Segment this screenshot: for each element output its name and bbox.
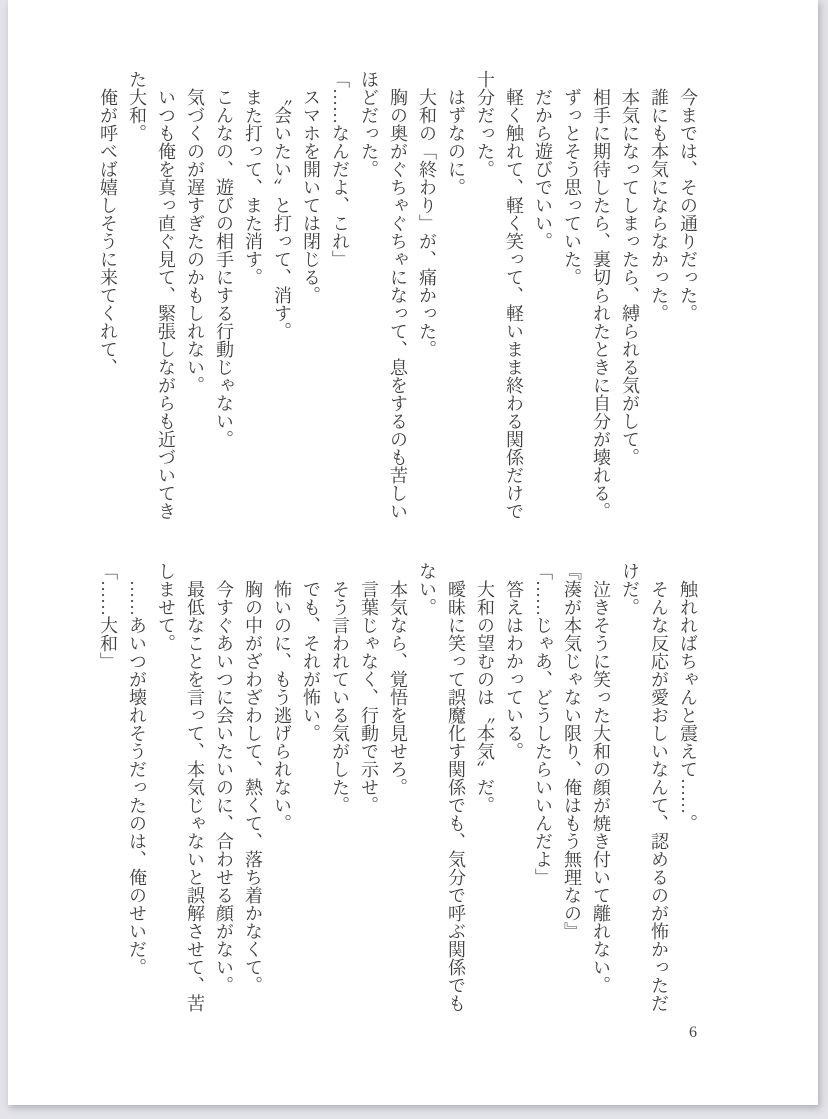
text-line: 「……じゃあ、どうしたらいいんだよ」 (533, 562, 553, 886)
text-line: ほどだった。 (359, 70, 379, 178)
text-line: 『湊が本気じゃない限り、俺はもう無理なの』 (562, 562, 582, 940)
text-line: また打って、また消す。 (243, 88, 263, 286)
upper-text-block (93, 70, 702, 542)
text-line: 俺が呼べば嬉しそうに来てくれて、 (98, 88, 118, 376)
text-line: そんな反応が愛おしいなんて、認めるのが怖かっただ (649, 580, 669, 1012)
text-line: 曖昧に笑って誤魔化す関係でも、気分で呼ぶ関係でも (446, 580, 466, 1012)
text-line: 胸の奥がぐちゃぐちゃになって、息をするのも苦しい (388, 88, 408, 520)
text-line: スマホを開いては閉じる。 (301, 88, 321, 304)
text-line: 相手に期待したら、裏切られたときに自分が壊れる。 (591, 88, 611, 520)
text-line: 泣きそうに笑った大和の顔が焼き付いて離れない。 (591, 580, 611, 994)
text-line: 今すぐあいつに会いたいのに、合わせる顔がない。 (214, 580, 234, 994)
lower-text-block (93, 562, 702, 1034)
text-line: ない。 (417, 562, 437, 616)
text-line: 触れればちゃんと震えて……。 (678, 580, 698, 832)
text-line: けだ。 (620, 562, 640, 616)
text-line: しませて。 (156, 562, 176, 652)
text-line: 「……大和」 (98, 562, 118, 670)
text-line: こんなの、遊びの相手にする行動じゃない。 (214, 88, 234, 448)
text-line: た大和。 (127, 70, 147, 142)
text-line: 軽く触れて、軽く笑って、軽いまま終わる関係だけで (504, 88, 524, 520)
text-line: 言葉じゃなく、行動で示せ。 (359, 580, 379, 814)
text-line: ……あいつが壊れそうだったのは、俺のせいだ。 (127, 580, 147, 976)
text-line: だから遊びでいい。 (533, 88, 553, 250)
text-line: 怖いのに、もう逃げられない。 (272, 580, 292, 832)
text-line: 「……なんだよ、これ」 (330, 70, 350, 268)
text-line: でも、それが怖い。 (301, 580, 321, 742)
text-line: 最低なことを言って、本気じゃないと誤解させて、苦 (185, 580, 205, 1012)
text-line: いつも俺を真っ直ぐ見て、緊張しながらも近づいてき (156, 88, 176, 520)
text-line: 誰にも本気にならなかった。 (649, 88, 669, 322)
book-page (8, 0, 818, 1105)
text-line: 胸の中がざわざわして、熱くて、落ち着かなくて。 (243, 580, 263, 994)
text-line: 今までは、その通りだった。 (678, 88, 698, 322)
text-line: ずっとそう思っていた。 (562, 88, 582, 286)
text-line: 大和の望むのは〝本気〟だ。 (475, 580, 495, 814)
text-line: 答えはわかっている。 (504, 580, 524, 760)
text-line: そう言われている気がした。 (330, 580, 350, 814)
page-number: 6 (689, 1024, 697, 1041)
text-line: はずなのに。 (446, 88, 466, 196)
text-line: 〝会いたい〟と打って、消す。 (272, 88, 292, 340)
text-line: 十分だった。 (475, 70, 495, 178)
text-line: 気づくのが遅すぎたのかもしれない。 (185, 88, 205, 394)
text-line: 本気なら、覚悟を見せろ。 (388, 580, 408, 796)
text-line: 本気になってしまったら、縛られる気がして。 (620, 88, 640, 466)
text-line: 大和の「終わり」が、痛かった。 (417, 88, 437, 358)
